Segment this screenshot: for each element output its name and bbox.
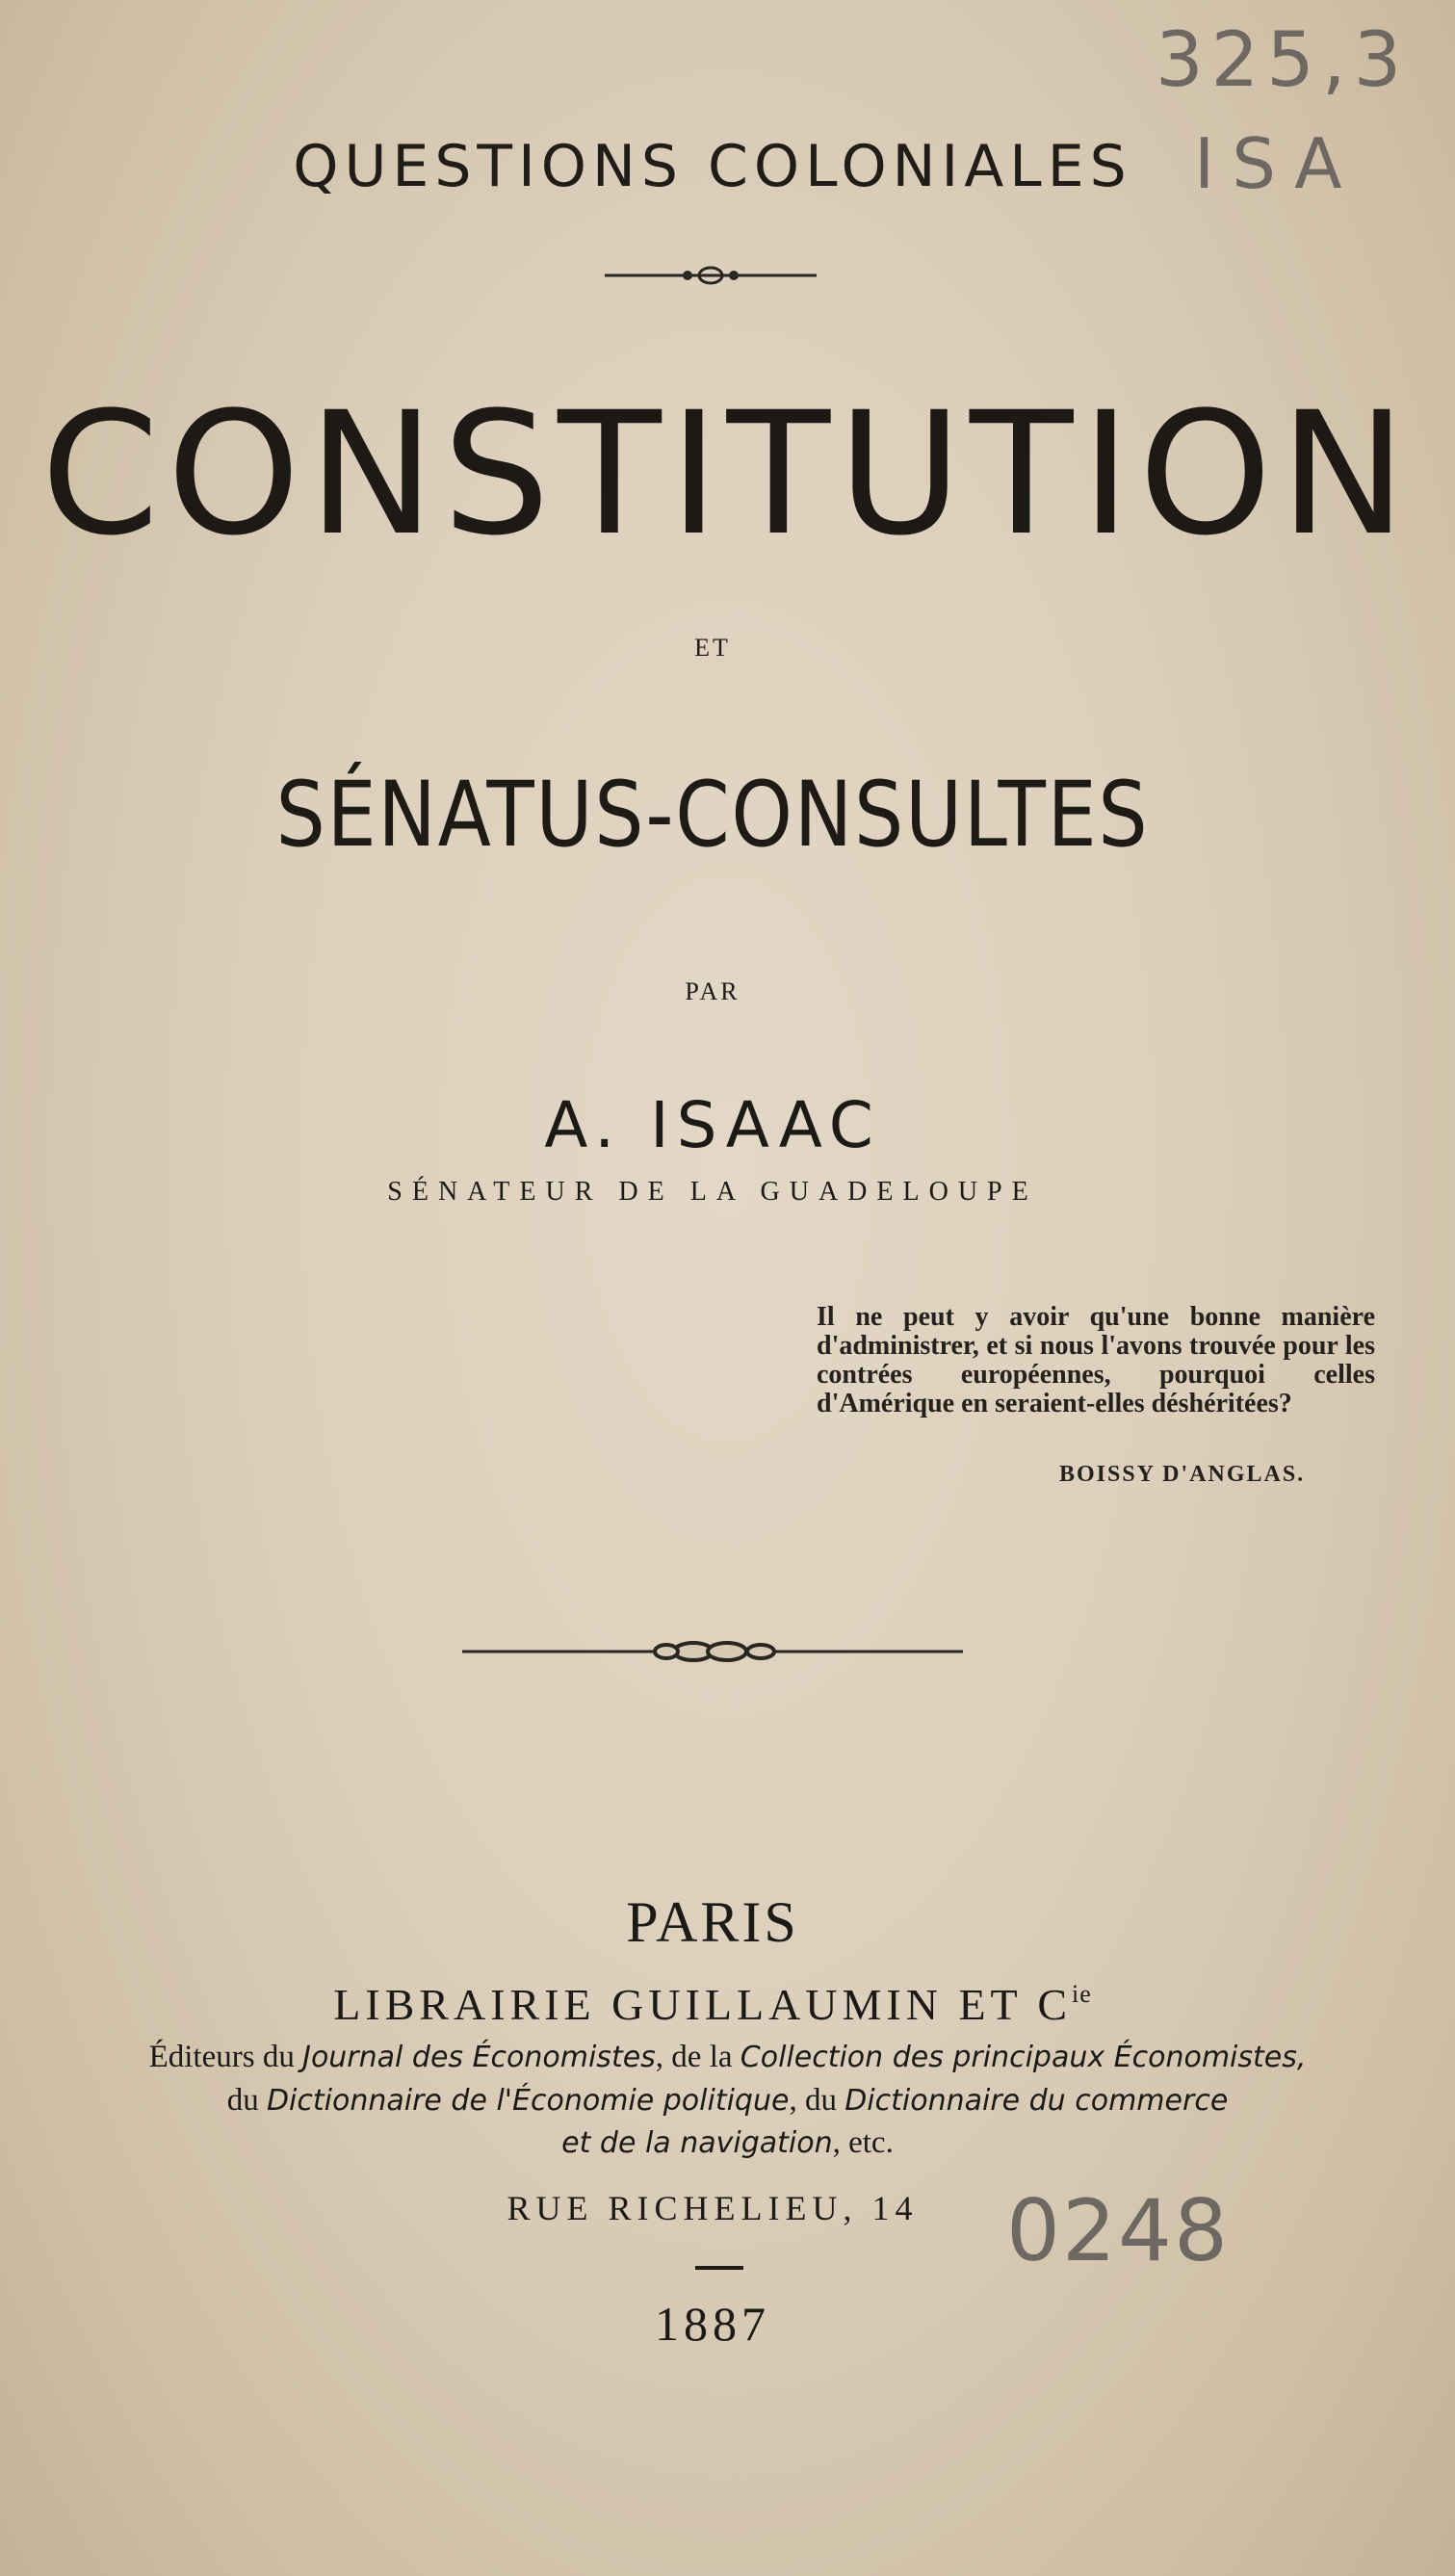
publisher-info-line-3 bbox=[0, 2122, 1455, 2164]
byline-par: PAR bbox=[685, 977, 740, 1005]
line2-part-a: du bbox=[226, 2083, 267, 2118]
main-title: CONSTITUTION bbox=[40, 376, 1415, 573]
line1-part-c: , de la bbox=[655, 2040, 740, 2074]
imprint-city: PARIS bbox=[626, 1890, 799, 1954]
middle-ornament-loop-3 bbox=[747, 1645, 774, 1658]
line1-part-d: Collection des principaux Économistes, bbox=[740, 2041, 1307, 2074]
handwritten-call-number: 325,3 bbox=[1156, 17, 1410, 104]
line1-part-b: Journal des Économistes bbox=[302, 2041, 656, 2074]
publisher-address: RUE RICHELIEU, 14 bbox=[507, 2189, 919, 2227]
publisher-name-text: LIBRAIRIE GUILLAUMIN ET C bbox=[333, 1980, 1073, 2029]
handwritten-number: 0248 bbox=[1006, 2181, 1230, 2280]
middle-ornament bbox=[462, 1637, 963, 1666]
year-dash bbox=[695, 2266, 743, 2270]
handwritten-shelf-code: ISA bbox=[1194, 123, 1360, 204]
publisher-name-sup: ie bbox=[1072, 1980, 1092, 2008]
publication-year: 1887 bbox=[655, 2297, 770, 2351]
top-ornament bbox=[605, 262, 817, 289]
publisher-info-line-1 bbox=[0, 2037, 1455, 2078]
publisher-info-line-2 bbox=[0, 2080, 1455, 2121]
line1-part-a: Éditeurs du bbox=[148, 2040, 303, 2074]
author-role: SÉNATEUR DE LA GUADELOUPE bbox=[387, 1177, 1038, 1207]
line2-part-c: , du bbox=[789, 2083, 845, 2118]
subtitle: SÉNATUS-CONSULTES bbox=[275, 763, 1150, 868]
line2-part-d: Dictionnaire du commerce bbox=[844, 2084, 1229, 2118]
author-name: A. ISAAC bbox=[544, 1088, 881, 1162]
line3-part-b: , etc. bbox=[832, 2125, 894, 2160]
top-ornament-dot-right bbox=[729, 271, 739, 280]
publisher-name bbox=[0, 1979, 1425, 2030]
series-title: QUESTIONS COLONIALES bbox=[293, 133, 1132, 200]
title-conjunction: ET bbox=[694, 634, 731, 662]
line2-part-b: Dictionnaire de l'Économie politique bbox=[266, 2084, 790, 2118]
top-ornament-dot-left bbox=[683, 271, 692, 280]
epigraph-attribution: BOISSY D'ANGLAS. bbox=[1059, 1462, 1306, 1487]
line3-part-a: et de la navigation bbox=[561, 2126, 833, 2160]
middle-ornament-loop-2 bbox=[708, 1643, 746, 1660]
middle-ornament-loop-4 bbox=[655, 1645, 678, 1658]
epigraph-text: Il ne peut y avoir qu'une bonne manière d'administrer, et si nous l'avons trouvée pour les contrées européennes, pourquoi celles d'Amérique en seraient-elles déshéritées? bbox=[817, 1302, 1375, 1418]
